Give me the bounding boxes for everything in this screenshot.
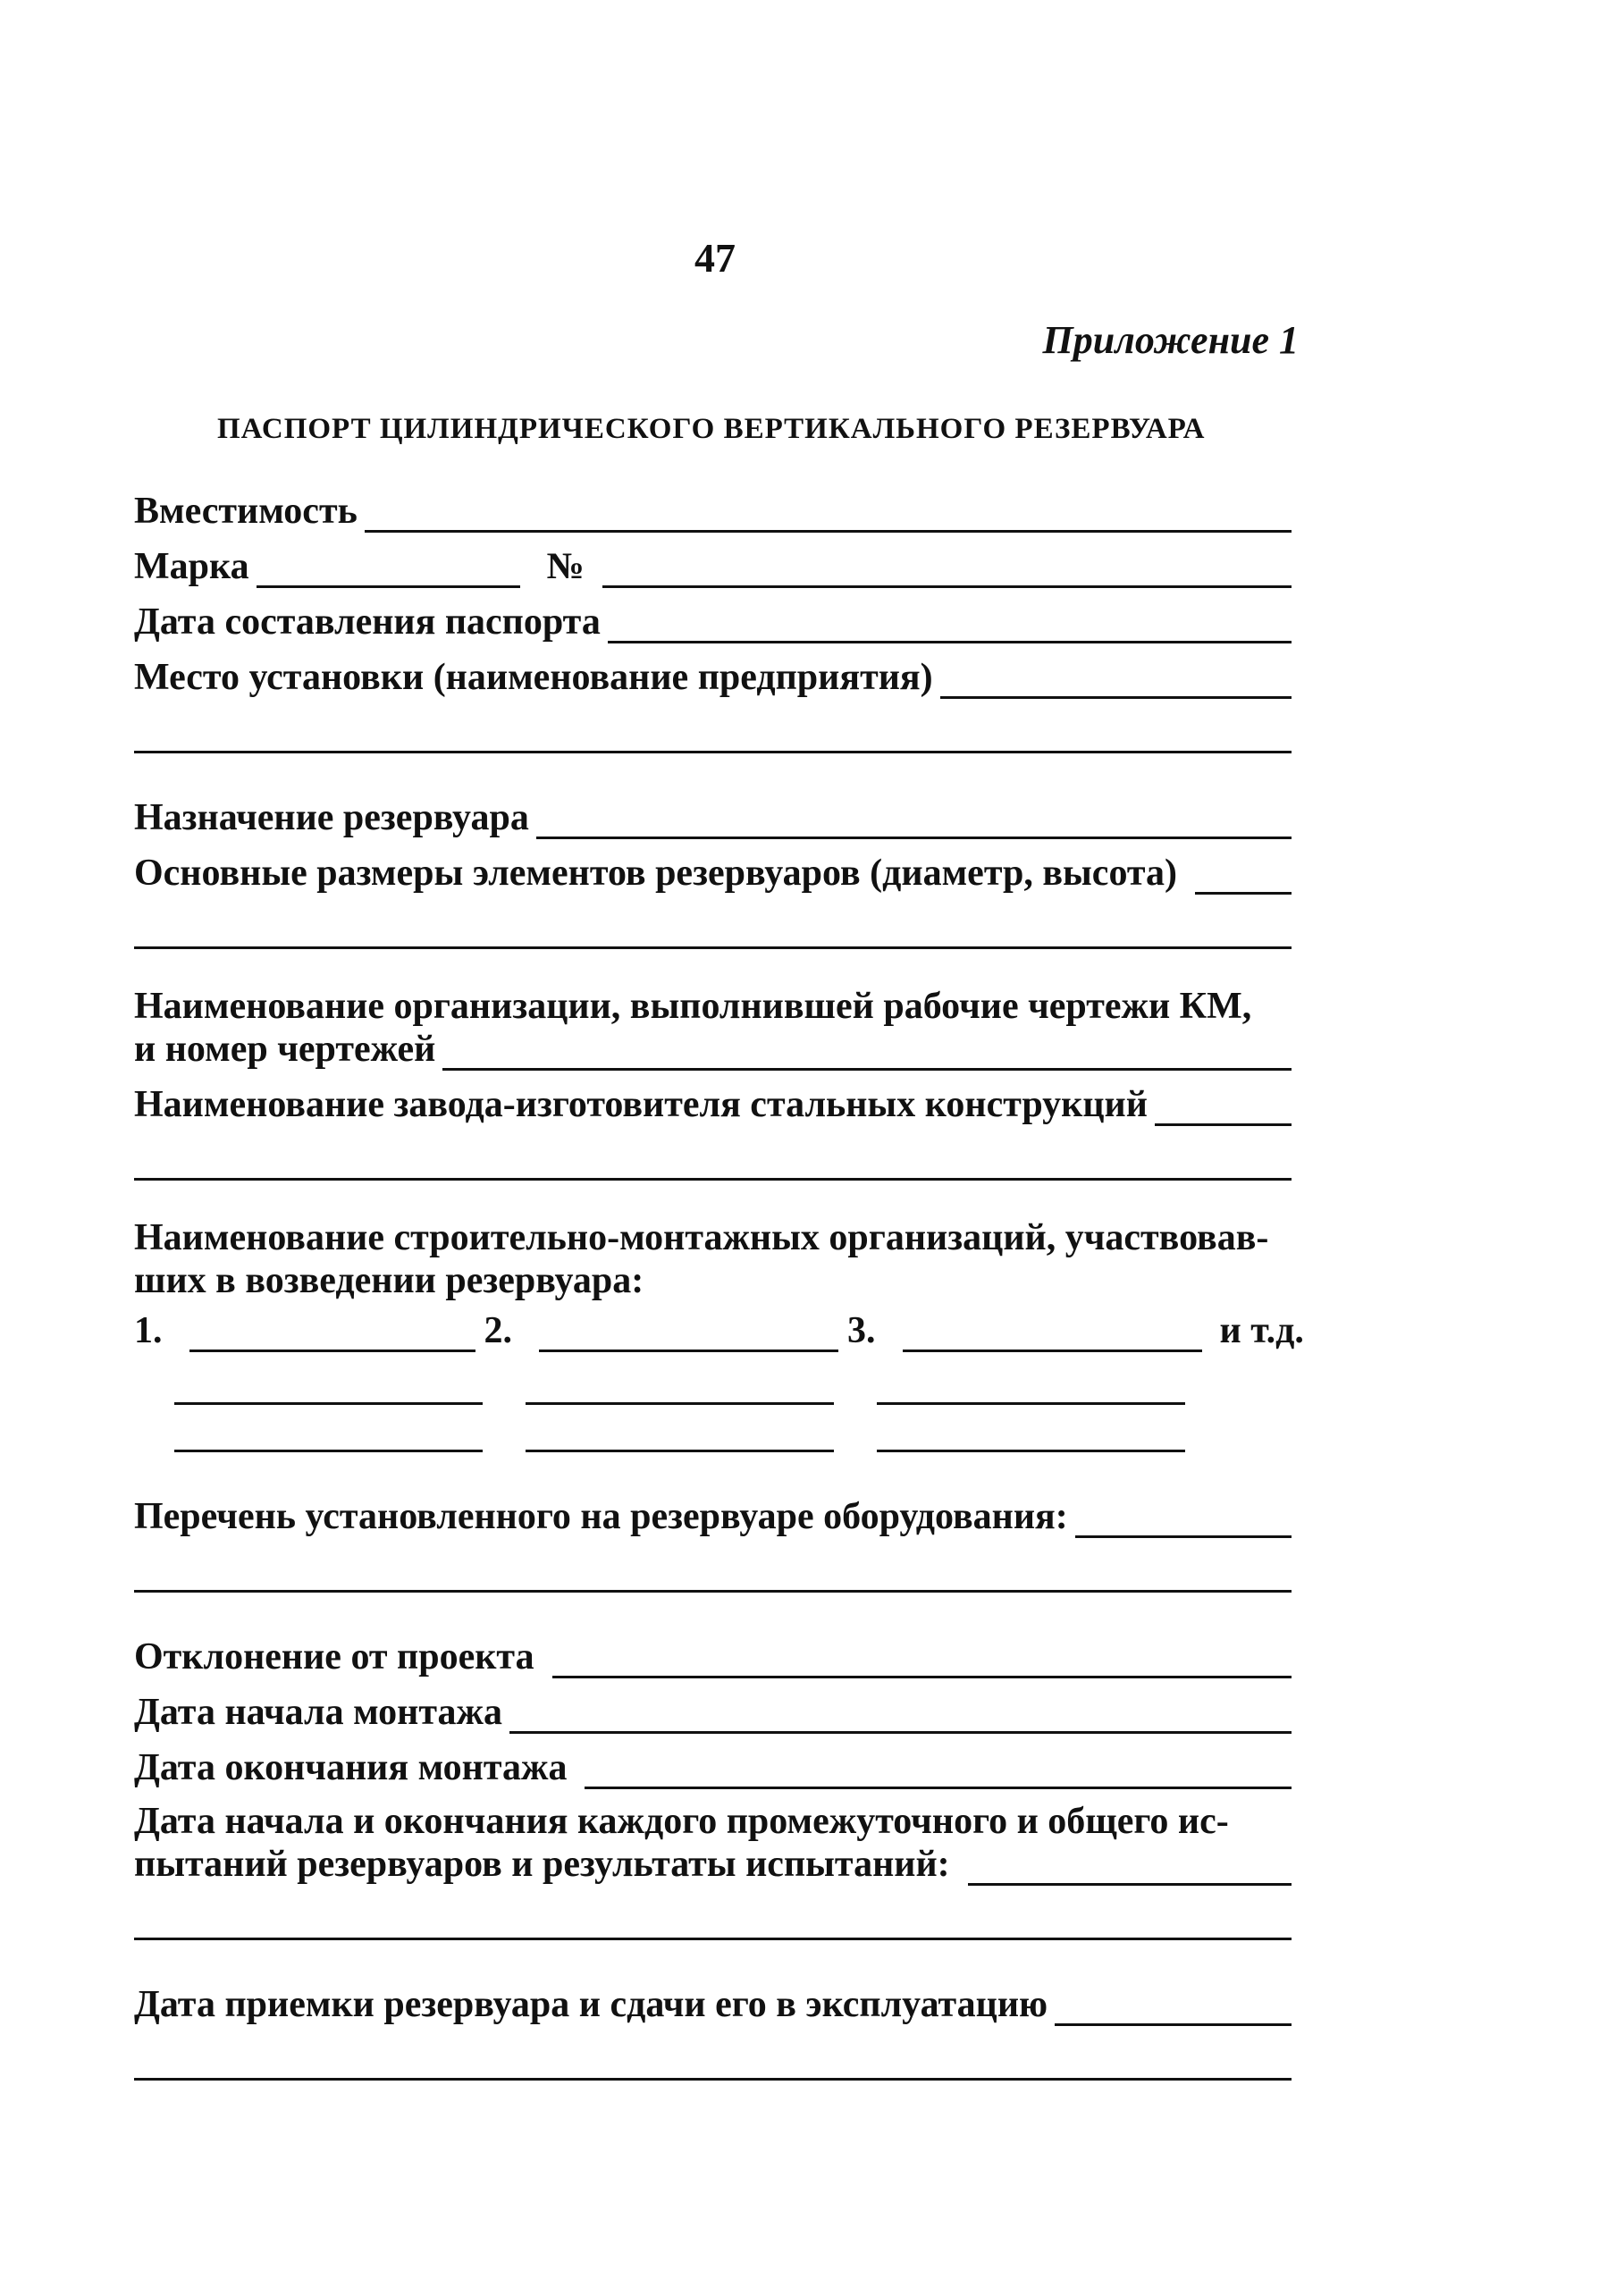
design-org-label-line1: Наименование организации, выполнившей рабочие чертежи КМ, xyxy=(134,986,1252,1027)
item2-label: 2. xyxy=(484,1310,512,1351)
org3-field-2[interactable] xyxy=(877,1358,1185,1405)
org-extra-lines-2 xyxy=(174,1405,1292,1452)
install-start-label: Дата начала монтажа xyxy=(134,1692,502,1733)
brand-field[interactable] xyxy=(257,559,520,588)
brand-label: Марка xyxy=(134,546,249,587)
manufacturer-label: Наименование завода-изготовителя стальных конструкций xyxy=(134,1084,1148,1125)
page-number: 47 xyxy=(694,235,736,281)
dimensions-field[interactable] xyxy=(1195,865,1292,895)
install-end-row xyxy=(134,1739,1292,1789)
location-field[interactable] xyxy=(940,669,1292,699)
org3-field[interactable] xyxy=(903,1323,1202,1352)
equipment-field[interactable] xyxy=(1075,1509,1292,1538)
manufacturer-row xyxy=(134,1076,1292,1126)
equipment-label: Перечень установленного на резервуаре оборудования: xyxy=(134,1496,1068,1537)
tests-row xyxy=(134,1843,1292,1886)
number-label: № xyxy=(546,546,585,587)
org2-field-3[interactable] xyxy=(526,1405,834,1452)
capacity-label: Вместимость xyxy=(134,491,358,532)
location-row xyxy=(134,649,1292,699)
acceptance-label: Дата приемки резервуара и сдачи его в эксплуатацию xyxy=(134,1984,1048,2025)
dimensions-label: Основные размеры элементов резервуаров (диаметр, высота) xyxy=(134,853,1178,894)
number-field[interactable] xyxy=(602,559,1292,588)
acceptance-field-continued[interactable] xyxy=(134,2031,1292,2081)
location-field-continued[interactable] xyxy=(134,704,1292,753)
org1-field-2[interactable] xyxy=(174,1358,483,1405)
item3-label: 3. xyxy=(847,1310,876,1351)
install-end-label: Дата окончания монтажа xyxy=(134,1747,568,1788)
org3-field-3[interactable] xyxy=(877,1405,1185,1452)
org2-field[interactable] xyxy=(539,1323,838,1352)
design-org-field[interactable] xyxy=(442,1041,1292,1071)
deviation-row xyxy=(134,1628,1292,1678)
design-org-row xyxy=(134,1028,1292,1071)
document-title: ПАСПОРТ ЦИЛИНДРИЧЕСКОГО ВЕРТИКАЛЬНОГО РЕЗЕРВУАРА xyxy=(217,413,1206,445)
org-extra-lines-1 xyxy=(174,1358,1292,1405)
install-start-field[interactable] xyxy=(509,1704,1292,1734)
tests-label-line2: пытаний резервуаров и результаты испытаний: xyxy=(134,1844,950,1885)
dimensions-row xyxy=(134,845,1292,895)
purpose-label: Назначение резервуара xyxy=(134,797,529,838)
manufacturer-field[interactable] xyxy=(1155,1097,1292,1126)
date-compiled-label: Дата составления паспорта xyxy=(134,601,601,643)
item1-label: 1. xyxy=(134,1310,163,1351)
manufacturer-field-continued[interactable] xyxy=(134,1131,1292,1181)
tests-field[interactable] xyxy=(968,1856,1292,1886)
tests-field-continued[interactable] xyxy=(134,1891,1292,1940)
capacity-field[interactable] xyxy=(365,503,1292,533)
date-compiled-row xyxy=(134,593,1292,643)
capacity-row xyxy=(134,483,1292,533)
passport-form xyxy=(134,483,1304,2116)
dimensions-field-continued[interactable] xyxy=(134,900,1292,949)
acceptance-row xyxy=(134,1976,1292,2026)
org1-field-3[interactable] xyxy=(174,1405,483,1452)
etc-label: и т.д. xyxy=(1219,1310,1304,1351)
org2-field-2[interactable] xyxy=(526,1358,834,1405)
install-end-field[interactable] xyxy=(585,1760,1292,1789)
brand-row xyxy=(134,538,1292,588)
location-label: Место установки (наименование предприятия) xyxy=(134,657,933,698)
deviation-label: Отклонение от проекта xyxy=(134,1636,534,1677)
equipment-field-continued[interactable] xyxy=(134,1543,1292,1593)
deviation-field[interactable] xyxy=(552,1649,1292,1678)
appendix-label: Приложение 1 xyxy=(1042,318,1299,362)
install-start-row xyxy=(134,1684,1292,1734)
construction-label-line1: Наименование строительно-монтажных организаций, участвовав- xyxy=(134,1217,1269,1258)
purpose-field[interactable] xyxy=(536,810,1292,839)
construction-items-row xyxy=(134,1302,1304,1352)
acceptance-field[interactable] xyxy=(1055,1997,1292,2026)
org1-field[interactable] xyxy=(189,1323,475,1352)
construction-label-line2: ших в возведении резервуара: xyxy=(134,1260,644,1301)
purpose-row xyxy=(134,789,1292,839)
date-compiled-field[interactable] xyxy=(608,614,1292,643)
equipment-row xyxy=(134,1488,1292,1538)
tests-label-line1: Дата начала и окончания каждого промежуточного и общего ис- xyxy=(134,1801,1229,1842)
design-org-label-line2: и номер чертежей xyxy=(134,1029,436,1070)
